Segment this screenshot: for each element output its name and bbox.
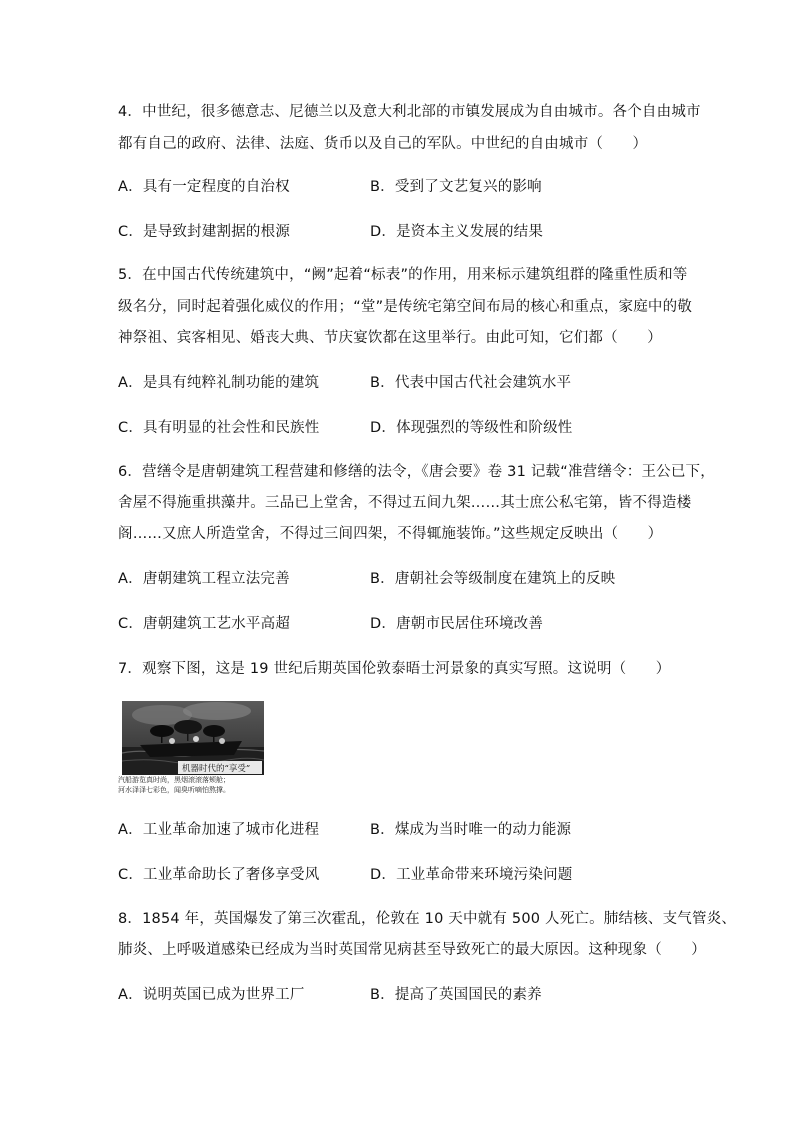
question-7-option-b: B．煤成为当时唯一的动力能源 bbox=[370, 822, 572, 838]
question-4-option-d: D．是资本主义发展的结果 bbox=[370, 224, 544, 240]
thames-cartoon-illustration bbox=[122, 701, 264, 775]
question-6-option-c: C．唐朝建筑工艺水平高超 bbox=[118, 616, 291, 632]
question-4-option-a: A．具有一定程度的自治权 bbox=[118, 179, 290, 195]
figure-caption-line-1: 汽船游览真时尚，黑烟滚滚落颊舱； bbox=[118, 776, 230, 784]
question-5-stem-line-1: 5．在中国古代传统建筑中，“阙”起着“标表”的作用，用来标示建筑组群的隆重性质和等 bbox=[118, 267, 688, 283]
question-8-option-b: B．提高了英国国民的素养 bbox=[370, 987, 542, 1003]
question-4-stem-line-2: 都有自己的政府、法律、法庭、货币以及自己的军队。中世纪的自由城市（ ） bbox=[118, 136, 648, 152]
question-8-option-a: A．说明英国已成为世界工厂 bbox=[118, 987, 305, 1003]
figure-caption-line-2: 河水泽泽七彩色，闻臭听嘀怕熬撑。 bbox=[118, 786, 230, 794]
figure-title: 机器时代的“享受” bbox=[182, 764, 251, 774]
question-4-option-b: B．受到了文艺复兴的影响 bbox=[370, 179, 542, 195]
thames-cartoon-photo bbox=[122, 701, 264, 775]
question-7-option-a: A．工业革命加速了城市化进程 bbox=[118, 822, 320, 838]
question-6-stem-line-3: 阁……又庶人所造堂舍，不得过三间四架，不得辄施装饰。”这些规定反映出（ ） bbox=[118, 526, 663, 542]
question-5-stem-line-2: 级名分，同时起着强化威仪的作用；“堂”是传统宅第空间布局的核心和重点，家庭中的敬 bbox=[118, 299, 693, 315]
question-6-option-a: A．唐朝建筑工程立法完善 bbox=[118, 571, 290, 587]
thames-cartoon-figure bbox=[118, 699, 270, 801]
question-5-option-a: A．是具有纯粹礼制功能的建筑 bbox=[118, 375, 320, 391]
question-6-option-b: B．唐朝社会等级制度在建筑上的反映 bbox=[370, 571, 616, 587]
question-4-stem-line-1: 4．中世纪，很多德意志、尼德兰以及意大利北部的市镇发展成为自由城市。各个自由城市 bbox=[118, 104, 701, 120]
question-5-stem-line-3: 神祭祖、宾客相见、婚丧大典、节庆宴饮都在这里举行。由此可知，它们都（ ） bbox=[118, 330, 662, 346]
question-6-stem-line-2: 舍屋不得施重拱藻井。三品已上堂舍，不得过五间九架……其士庶公私宅第，皆不得造楼 bbox=[118, 495, 692, 511]
question-7-option-d: D．工业革命带来环境污染问题 bbox=[370, 867, 573, 883]
figure-caption bbox=[118, 775, 270, 795]
question-5-option-b: B．代表中国古代社会建筑水平 bbox=[370, 375, 572, 391]
question-6-stem-line-1: 6．营缮令是唐朝建筑工程营建和修缮的法令，《唐会要》卷 31 记载“准营缮令：王公已下， bbox=[118, 464, 715, 480]
question-7-stem-line-1: 7．观察下图，这是 19 世纪后期英国伦敦泰晤士河景象的真实写照。这说明（ ） bbox=[118, 661, 671, 677]
question-5-option-d: D．体现强烈的等级性和阶级性 bbox=[370, 420, 573, 436]
question-4-option-c: C．是导致封建割据的根源 bbox=[118, 224, 291, 240]
question-6-option-d: D．唐朝市民居住环境改善 bbox=[370, 616, 544, 632]
question-8-stem-line-2: 肺炎、上呼吸道感染已经成为当时英国常见病甚至导致死亡的最大原因。这种现象（ ） bbox=[118, 942, 706, 958]
question-5-option-c: C．具有明显的社会性和民族性 bbox=[118, 420, 320, 436]
question-8-stem-line-1: 8．1854 年，英国爆发了第三次霍乱，伦敦在 10 天中就有 500 人死亡。肺结核、支气管炎、 bbox=[118, 911, 737, 927]
question-7-option-c: C．工业革命助长了奢侈享受风 bbox=[118, 867, 320, 883]
